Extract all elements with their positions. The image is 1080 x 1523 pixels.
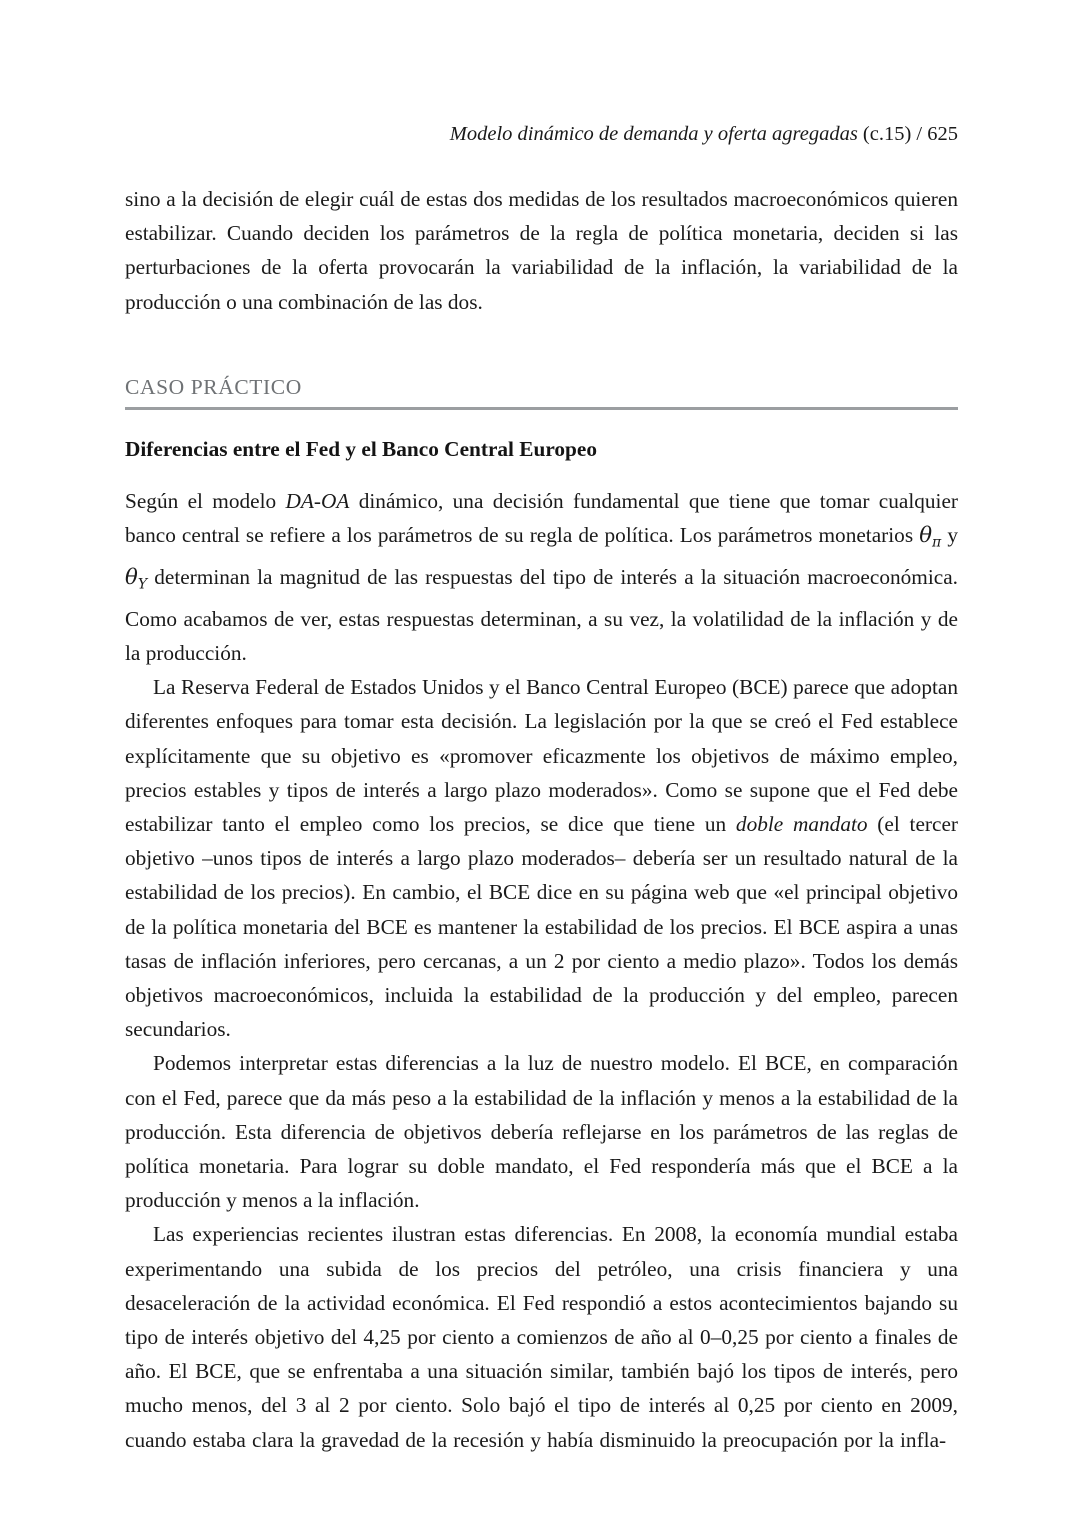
spacer <box>125 319 958 375</box>
running-head-title: Modelo dinámico de demanda y oferta agregadas <box>449 123 858 145</box>
running-head-folio: (c.15) / 625 <box>857 123 958 145</box>
text-run: y <box>941 523 958 548</box>
text-run: dinámico, una decisión fundamental que tiene que tomar cualquier banco central se refiere a los parámetros de su regla de política. Los parámetros monetarios <box>125 489 958 548</box>
text-column <box>125 182 958 1457</box>
running-head <box>125 122 958 147</box>
case-study-paragraph-1 <box>125 484 958 670</box>
paragraph-continuation: sino a la decisión de elegir cuál de estas dos medidas de los resultados macroeconómicos quieren estabilizar. Cuando deciden los parámetros de la regla de política monetaria, deciden si las perturbaciones de la oferta provocarán la variabilidad de la inflación, la variabilidad de la producción o una combinación de las dos. <box>125 187 958 314</box>
case-study-label: CASO PRÁCTICO <box>125 374 302 399</box>
theta-y-subscript: Y <box>137 576 148 593</box>
case-study-title: Diferencias entre el Fed y el Banco Central Europeo <box>125 436 598 461</box>
theta-pi-symbol: θ <box>919 523 933 549</box>
text-run: La Reserva Federal de Estados Unidos y el Banco Central Europeo (BCE) parece que adoptan diferentes enfoques para tomar esta decisión. La legislación por la que se creó el Fed establece explícitamente que su objetivo es «promover eficazmente los objetivos de máximo empleo, precios estables y tipos de interés a largo plazo moderados». Como se supone que el Fed debe estabilizar tanto el empleo como los precios, se dice que tiene un <box>125 675 958 836</box>
text-run: determinan la magnitud de las respuestas del tipo de interés a la situación macroeconómica. Como acabamos de ver, estas respuestas determinan, a su vez, la volatilidad de la inflación y de la producción. <box>125 565 958 665</box>
doble-mandato-italic: doble mandato <box>735 811 868 836</box>
model-name-italic: DA-OA <box>285 489 350 514</box>
case-study-paragraph-3: Podemos interpretar estas diferencias a la luz de nuestro modelo. El BCE, en comparación con el Fed, parece que da más peso a la estabilidad de la inflación y menos a la estabilidad de la producción. Esta diferencia de objetivos debería reflejarse en los parámetros de las reglas de política monetaria. Para lograr su doble mandato, el Fed respondería más que el BCE a la producción y menos a la inflación. <box>125 1051 958 1213</box>
spacer <box>125 462 958 484</box>
case-study-paragraph-2 <box>125 670 958 1046</box>
text-run: Según el modelo <box>125 489 286 514</box>
case-study-paragraph-4: Las experiencias recientes ilustran estas diferencias. En 2008, la economía mundial estaba experimentando una subida de los precios del petróleo, una crisis financiera y una desaceleración de la actividad económica. El Fed respondió a estos acontecimientos bajando su tipo de interés objetivo del 4,25 por ciento a comienzos de año al 0–0,25 por ciento a finales de año. El BCE, que se enfrentaba a una situación similar, también bajó los tipos de interés, pero mucho menos, del 3 al 2 por ciento. Solo bajó el tipo de interés al 0,25 por ciento en 2009, cuando estaba clara la gravedad de la recesión y había disminuido la preocupación por la infla- <box>125 1222 958 1452</box>
theta-pi-subscript: π <box>932 534 942 551</box>
theta-y-symbol: θ <box>125 565 138 591</box>
spacer <box>125 410 958 436</box>
text-run: (el tercer objetivo –unos tipos de interés a largo plazo moderados– debería ser un resultado natural de la estabilidad de los precios). En cambio, el BCE dice en su página web que «el principal objetivo de la política monetaria del BCE es mantener la estabilidad de los precios. El BCE aspira a unas tasas de inflación inferiores, pero cercanas, a un 2 por ciento a medio plazo». Todos los demás objetivos macroeconómicos, incluida la estabilidad de la producción y del empleo, parecen secundarios. <box>125 811 958 1042</box>
